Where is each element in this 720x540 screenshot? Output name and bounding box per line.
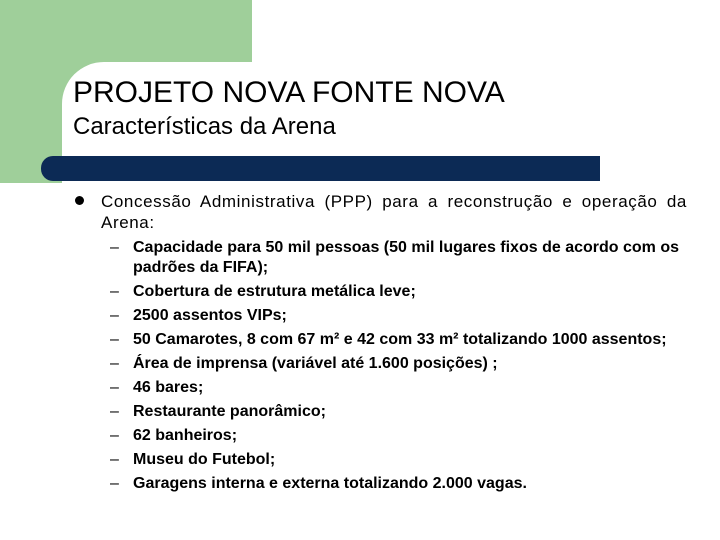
list-item-text: Capacidade para 50 mil pessoas (50 mil lugares fixos de acordo com os padrões da FIFA); — [133, 239, 679, 276]
list-item-text: 2500 assentos VIPs; — [133, 307, 287, 324]
dash-icon: – — [110, 331, 119, 348]
list-item — [110, 426, 685, 446]
dash-icon: – — [110, 475, 119, 492]
list-item-text: 50 Camarotes, 8 com 67 m² e 42 com 33 m² totalizando 1000 assentos; — [133, 331, 667, 348]
list-item-text: Garagens interna e externa totalizando 2.000 vagas. — [133, 475, 527, 492]
list-item — [110, 306, 685, 326]
dash-icon: – — [110, 307, 119, 324]
dash-icon: – — [110, 355, 119, 372]
list-item — [110, 238, 685, 278]
list-item-text: Restaurante panorâmico; — [133, 403, 326, 420]
list-item — [110, 354, 685, 374]
slide-subtitle: Características da Arena — [73, 113, 336, 140]
panel-left-margin — [0, 183, 62, 540]
list-item-text: Área de imprensa (variável até 1.600 posições) ; — [133, 355, 498, 372]
list-item-text: 46 bares; — [133, 379, 204, 396]
list-item — [110, 474, 685, 494]
dash-icon: – — [110, 283, 119, 300]
main-bullet — [73, 191, 687, 233]
list-item — [110, 450, 685, 470]
list-item-text: Cobertura de estrutura metálica leve; — [133, 283, 416, 300]
sub-bullet-list — [110, 238, 685, 498]
dash-icon: – — [110, 403, 119, 420]
list-item — [110, 402, 685, 422]
list-item — [110, 330, 685, 350]
dash-icon: – — [110, 379, 119, 396]
dash-icon: – — [110, 239, 119, 256]
main-bullet-text: Concessão Administrativa (PPP) para a reconstrução e operação da Arena: — [101, 192, 687, 232]
list-item-text: 62 banheiros; — [133, 427, 238, 444]
dash-icon: – — [110, 451, 119, 468]
slide-title: PROJETO NOVA FONTE NOVA — [73, 76, 505, 109]
bullet-dot-icon — [75, 196, 84, 205]
list-item-text: Museu do Futebol; — [133, 451, 276, 468]
title-divider-bar — [41, 156, 600, 181]
dash-icon: – — [110, 427, 119, 444]
list-item — [110, 378, 685, 398]
list-item — [110, 282, 685, 302]
